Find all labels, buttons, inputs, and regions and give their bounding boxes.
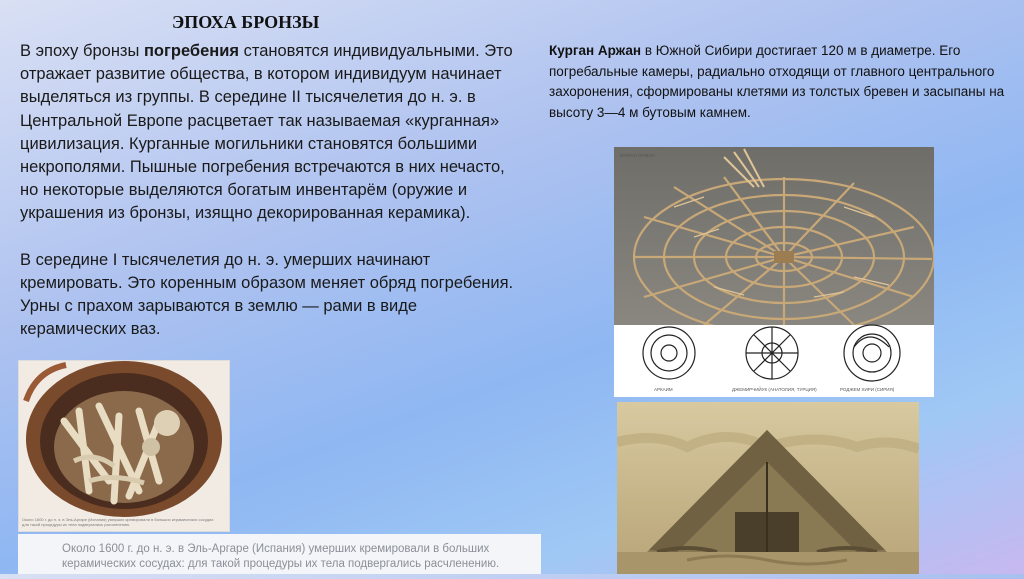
- plan-label-2: ДЖЕМИРЧИЙУК (АНАТОЛИЯ, ТУРЦИЯ): [732, 387, 817, 392]
- urn-photo-caption: Около 1600 г. до н. э. в Эль-Аргаре (Испания) умерших кремировали в больших керамических сосудах: для такой процедуры их тела подвергались расчленению.: [22, 517, 215, 527]
- arzhan-description: [549, 41, 1019, 123]
- paragraph-2-tail: рами в виде керамических ваз.: [20, 297, 418, 339]
- arzhan-figure: [614, 147, 934, 397]
- plan-label-1: АРКАИМ: [654, 387, 673, 392]
- paragraph-1-rest: становятся индивидуальными. Это отражает развитие общества, в котором индивидуум начинает выделяться из группы. В середине II тысячелетия до н. э. в Центральной Европе расцветает так называемая «курганная» цивилизация. Курганные могильники становятся большими некрополями. Пышные погребения встречаются в них нечасто, но некоторые выделяются богатым инвентарём (оружие и украшения из бронзы, изящно декорированная керамика).: [20, 42, 513, 223]
- paragraph-2-text: В середине I тысячелетия до н. э. умерших начинают кремировать. Это коренным образом меняет обряд погребения. Урны с прахом зарываются в землю —: [20, 250, 514, 316]
- paragraph-1: [20, 40, 525, 226]
- main-text: [20, 40, 525, 341]
- plan-label-3: РОДЖЕМ ХИРИ (СИРИЯ): [840, 387, 895, 392]
- paragraph-1-bold: погребения: [143, 42, 240, 60]
- slide-title: ЭПОХА БРОНЗЫ: [172, 12, 320, 32]
- arzhan-text: в Южной Сибири достигает 120 м в диаметре. Его погребальные камеры, радиально отходящи от главного центрального захоронения, сформированы клетями из толстых бревен и засыпаны на высоту 3—4 м бутовым камнем.: [549, 43, 1005, 120]
- urn-burial-photo: [18, 360, 230, 532]
- kurgan-reconstruction-image: [617, 402, 919, 574]
- caption-text: Около 1600 г. до н. э. в Эль-Аргаре (Испания) умерших кремировали в больших керамических сосудах: для такой процедуры их тела подвергались расчленению.: [62, 543, 500, 570]
- paragraph-2: [20, 249, 525, 342]
- arzhan-image-label: КУРГАН АРЖАН: [620, 153, 655, 158]
- arzhan-title: Курган Аржан: [549, 43, 642, 58]
- paragraph-1-start: В эпоху бронзы: [20, 42, 144, 60]
